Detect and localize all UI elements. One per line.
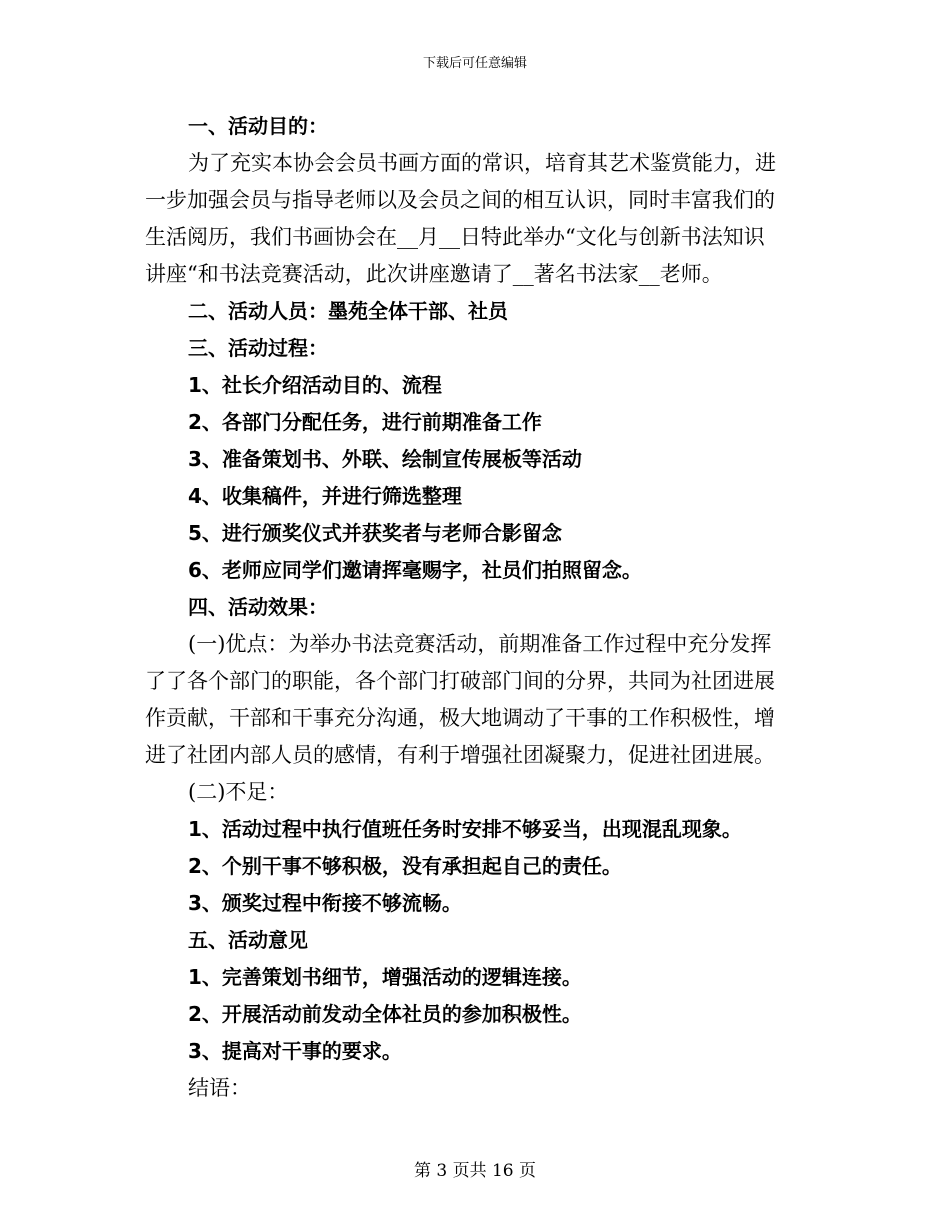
suggestions-list <box>145 959 805 1070</box>
paragraph-line: 一步加强会员与指导老师以及会员之间的相互认识，同时丰富我们的 <box>145 188 775 212</box>
list-item: 4、收集稿件，并进行筛选整理 <box>188 484 462 508</box>
section-title-process: 三、活动过程： <box>188 336 328 360</box>
list-item: 1、活动过程中执行值班任务时安排不够妥当，出现混乱现象。 <box>188 817 742 841</box>
paragraph-line: 生活阅历，我们书画协会在__月__日特此举办“文化与创新书法知识 <box>145 225 765 249</box>
paragraph-line: 了了各个部门的职能，各个部门打破部门间的分界，共同为社团进展 <box>145 669 775 693</box>
process-list <box>145 367 805 589</box>
list-item: 1、完善策划书细节，增强活动的逻辑连接。 <box>188 965 582 989</box>
list-item: 5、进行颁奖仪式并获奖者与老师合影留念 <box>188 521 562 545</box>
section-title-effects: 四、活动效果： <box>188 595 328 619</box>
shortcomings-list <box>145 811 805 922</box>
list-item: 6、老师应同学们邀请挥毫赐字，社员们拍照留念。 <box>188 558 642 582</box>
list-item: 2、开展活动前发动全体社员的参加积极性。 <box>188 1002 582 1026</box>
page-footer: 第 3 页共 16 页 <box>413 1161 537 1181</box>
document-body <box>145 108 805 1107</box>
subsection-title-shortcomings: (二)不足： <box>188 780 289 804</box>
list-item: 3、准备策划书、外联、绘制宣传展板等活动 <box>188 447 582 471</box>
list-item: 3、颁奖过程中衔接不够流畅。 <box>188 891 462 915</box>
paragraph-line: 作贡献，干部和干事充分沟通，极大地调动了干事的工作积极性，增 <box>145 706 775 730</box>
section-title-participants: 二、活动人员：墨苑全体干部、社员 <box>188 299 508 323</box>
list-item: 3、提高对干事的要求。 <box>188 1039 402 1063</box>
advantages-paragraph <box>145 626 805 774</box>
purpose-paragraph <box>145 145 805 293</box>
paragraph-line: 讲座“和书法竞赛活动，此次讲座邀请了__著名书法家__老师。 <box>145 262 723 286</box>
paragraph-line: (一)优点：为举办书法竞赛活动，前期准备工作过程中充分发挥 <box>188 632 772 656</box>
list-item: 2、个别干事不够积极，没有承担起自己的责任。 <box>188 854 622 878</box>
list-item: 1、社长介绍活动目的、流程 <box>188 373 442 397</box>
list-item: 2、各部门分配任务，进行前期准备工作 <box>188 410 542 434</box>
section-title-suggestions: 五、活动意见 <box>188 928 308 952</box>
paragraph-line: 为了充实本协会会员书画方面的常识，培育其艺术鉴赏能力，进 <box>188 151 776 175</box>
section-title-purpose: 一、活动目的： <box>188 114 328 138</box>
paragraph-line: 进了社团内部人员的感情，有利于增强社团凝聚力，促进社团进展。 <box>145 743 775 767</box>
closing-label: 结语： <box>188 1076 251 1100</box>
page-header: 下载后可任意编辑 <box>422 56 527 71</box>
